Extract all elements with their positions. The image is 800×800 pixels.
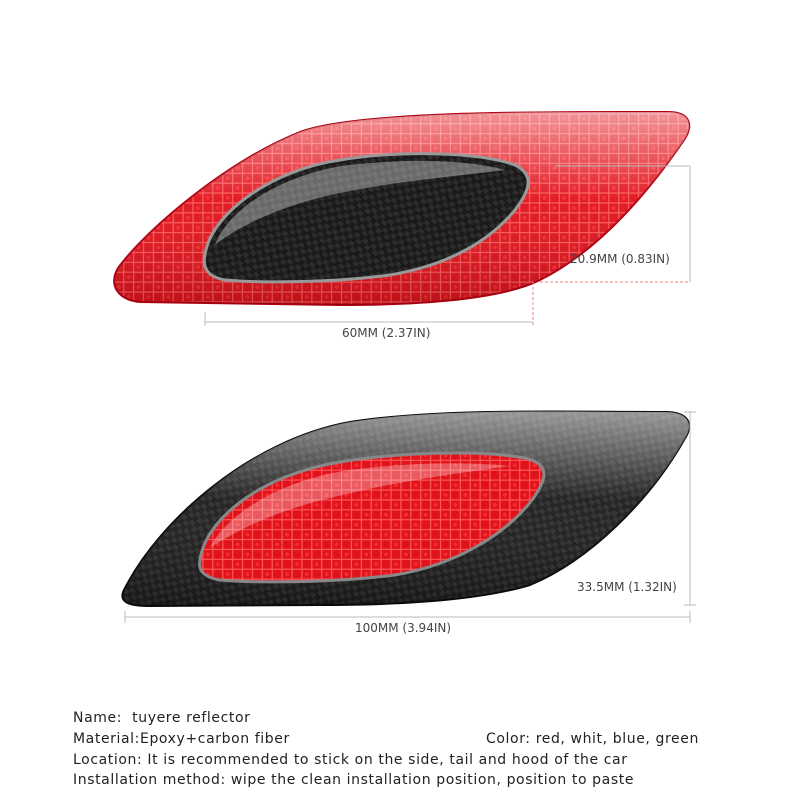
top-height-label: 20.9MM (0.83IN) (570, 252, 670, 266)
spec-color-value: red, whit, blue, green (535, 731, 699, 747)
spec-material-value: Epoxy+carbon fiber (140, 731, 290, 747)
spec-name (73, 710, 251, 727)
spec-location (73, 752, 628, 769)
bottom-reflector (122, 411, 689, 606)
spec-material-key: Material: (73, 731, 140, 747)
spec-location-value: It is recommended to stick on the side, tail and hood of the car (147, 752, 628, 768)
spec-installation-value: wipe the clean installation position, position to paste (230, 772, 635, 788)
spec-color-key: Color: (486, 731, 531, 747)
top-reflector (114, 112, 689, 305)
spec-material (73, 731, 290, 748)
spec-name-value: tuyere reflector (132, 710, 251, 726)
spec-name-key: Name: (73, 710, 123, 726)
spec-location-key: Location: (73, 752, 143, 768)
bottom-height-label: 33.5MM (1.32IN) (577, 580, 677, 594)
top-width-label: 60MM (2.37IN) (342, 326, 431, 340)
bottom-width-label: 100MM (3.94IN) (355, 621, 452, 635)
spec-installation-key: Installation method: (73, 772, 226, 788)
spec-color (486, 731, 699, 747)
spec-installation (73, 772, 634, 789)
